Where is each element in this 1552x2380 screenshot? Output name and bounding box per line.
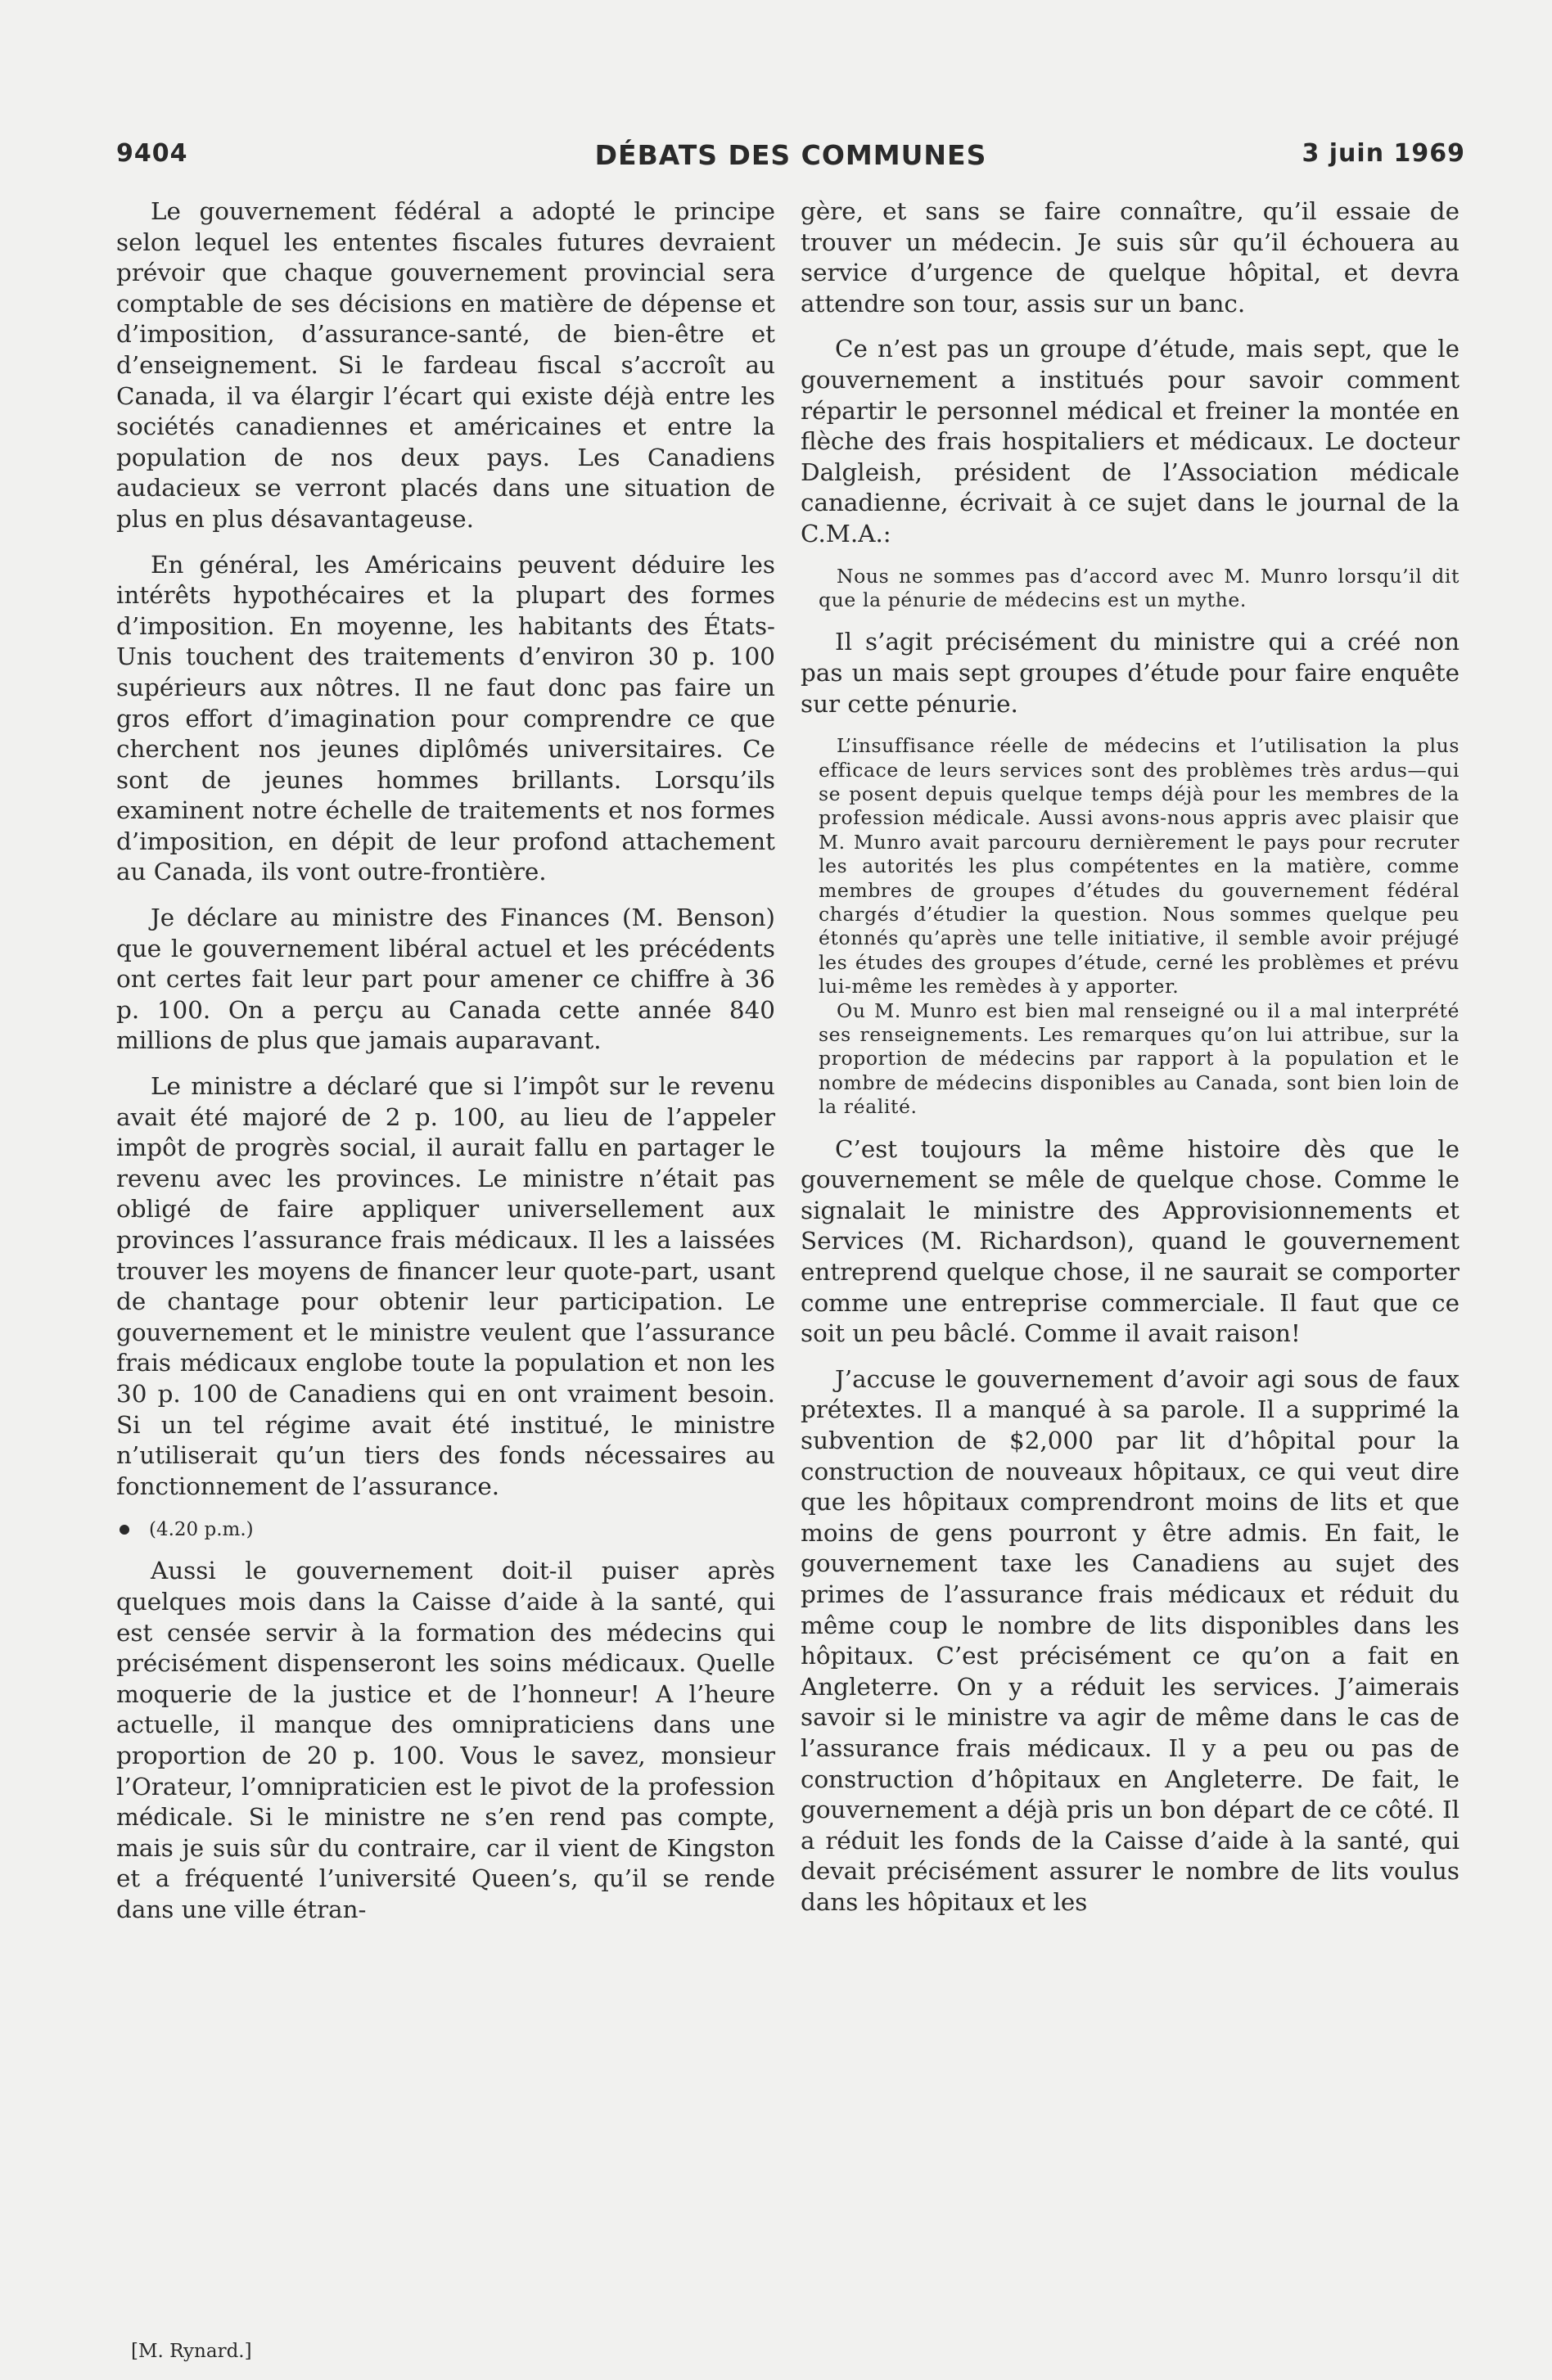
quotation-text: Nous ne sommes pas d’accord avec M. Munro lorsqu’il dit que la pénurie de médecins est un mythe. bbox=[819, 564, 1460, 611]
page-number: 9404 bbox=[116, 139, 188, 168]
sitting-date: 3 juin 1969 bbox=[1302, 139, 1465, 168]
paragraph: J’accuse le gouvernement d’avoir agi sous de faux prétextes. Il a manqué à sa parole. Il a supprimé la subvention de $2,000 par lit d’hôpital pour la construction de nouveaux hôpitaux, ce qui veut dire que les hôpitaux comprendront moins de lits et que moins de gens pourront y être admis. En fait, le gouvernement taxe les Canadiens au sujet des primes de l’assurance frais médicaux et réduit du même coup le nombre de lits disponibles dans les hôpitaux. C’est précisément ce qu’on a fait en Angleterre. On y a réduit les services. J’aimerais savoir si le ministre va agir de même dans le cas de l’assurance frais médicaux. Il y a peu ou pas de construction d’hôpitaux en Angleterre. De fait, le gouvernement a déjà pris un bon départ de ce côté. Il a réduit les fonds de la Caisse d’aide à la santé, qui devait précisément assurer le nombre de lits voulus dans les hôpitaux et les bbox=[801, 1364, 1460, 1916]
paragraph: Aussi le gouvernement doit-il puiser après quelques mois dans la Caisse d’aide à la santé, qui est censée servir à la formation des médecins qui précisément dispenseront les soins médicaux. Quelle moquerie de la justice et de l’honneur! A l’heure actuelle, il manque des omnipraticiens dans une proportion de 20 p. 100. Vous le savez, monsieur l’Orateur, l’omnipraticien est le pivot de la profession médicale. Si le ministre ne s’en rend pas compte, mais je suis sûr du contraire, car il vient de Kingston et a fréquenté l’université Queen’s, qu’il se rende dans une ville étran- bbox=[116, 1557, 775, 1923]
left-column bbox=[116, 196, 775, 1940]
speaker-attribution: [M. Rynard.] bbox=[131, 2341, 252, 2362]
quotation-text: L’insuffisance réelle de médecins et l’utilisation la plus efficace de leurs services sont des problèmes très ardus—qui se posent depuis quelque temps déjà pour les membres de la profession médicale. Aussi avons-nous appris avec plaisir que M. Munro avait parcouru dernièrement le pays pour recruter les autorités les plus compétentes en la matière, comme membres de groupes d’études du gouvernement fédéral chargés d’étudier la question. Nous sommes quelque peu étonnés qu’après une telle initiative, il semble avoir préjugé les études des groupes d’étude, cerné les problèmes et prévu lui-même les remèdes à y apporter. bbox=[819, 734, 1460, 998]
paragraph: En général, les Américains peuvent déduire les intérêts hypothécaires et la plupart des formes d’imposition. En moyenne, les habitants des États-Unis touchent des traitements d’environ 30 p. 100 supérieurs aux nôtres. Il ne faut donc pas faire un gros effort d’imagination pour comprendre ce que cherchent nos jeunes diplômés universitaires. Ce sont de jeunes hommes brillants. Lorsqu’ils examinent notre échelle de traitements et nos formes d’imposition, en dépit de leur profond attachement au Canada, ils vont outre-frontière. bbox=[116, 550, 775, 886]
timestamp bbox=[120, 1517, 775, 1543]
page-header bbox=[116, 131, 1465, 175]
paragraph: C’est toujours la même histoire dès que le gouvernement se mêle de quelque chose. Comme le signalait le ministre des Approvisionnements et Services (M. Richardson), quand le gouvernement entreprend quelque chose, il ne saurait se comporter comme une entreprise commerciale. Il faut que ce soit un peu bâclé. Comme il avait raison! bbox=[801, 1134, 1460, 1348]
paragraph: Le gouvernement fédéral a adopté le principe selon lequel les ententes fiscales futures devraient prévoir que chaque gouvernement provincial sera comptable de ses décisions en matière de dépense et d’imposition, d’assurance-santé, de bien-être et d’enseignement. Si le fardeau fiscal s’accroît au Canada, il va élargir l’écart qui existe déjà entre les sociétés canadiennes et américaines et entre la population de nos deux pays. Les Canadiens audacieux se verront placés dans une situation de plus en plus désavantageuse. bbox=[116, 197, 775, 533]
quotation-text: Ou M. Munro est bien mal renseigné ou il a mal interprété ses renseignements. Les remarques qu’on lui attribue, sur la proportion de médecins par rapport à la population et le nombre de médecins disponibles au Canada, sont bien loin de la réalité. bbox=[819, 998, 1460, 1119]
quotation bbox=[819, 734, 1460, 1120]
right-column bbox=[801, 196, 1460, 1932]
quotation bbox=[819, 565, 1460, 613]
paragraph-continued: gère, et sans se faire connaître, qu’il essaie de trouver un médecin. Je suis sûr qu’il échouera au service d’urgence de quelque hôpital, et devra attendre son tour, assis sur un banc. bbox=[801, 197, 1460, 318]
paragraph: Je déclare au ministre des Finances (M. Benson) que le gouvernement libéral actuel et les précédents ont certes fait leur part pour amener ce chiffre à 36 p. 100. On a perçu au Canada cette année 840 millions de plus que jamais auparavant. bbox=[116, 904, 775, 1055]
paragraph: Ce n’est pas un groupe d’étude, mais sept, que le gouvernement a institués pour savoir comment répartir le personnel médical et freiner la montée en flèche des frais hospitaliers et médicaux. Le docteur Dalgleish, président de l’Association médicale canadienne, écrivait à ce sujet dans le journal de la C.M.A.: bbox=[801, 335, 1460, 548]
bullet-icon bbox=[120, 1525, 129, 1535]
publication-title: DÉBATS DES COMMUNES bbox=[594, 139, 987, 171]
paragraph: Il s’agit précisément du ministre qui a créé non pas un mais sept groupes d’étude pour faire enquête sur cette pénurie. bbox=[801, 628, 1460, 718]
timestamp-text: (4.20 p.m.) bbox=[149, 1519, 254, 1541]
paragraph: Le ministre a déclaré que si l’impôt sur le revenu avait été majoré de 2 p. 100, au lieu de l’appeler impôt de progrès social, il aurait fallu en partager le revenu avec les provinces. Le ministre n’était pas obligé de faire appliquer universellement aux provinces l’assurance frais médicaux. Il les a laissées trouver les moyens de financer leur quote-part, usant de chantage pour obtenir leur participation. Le gouvernement et le ministre veulent que l’assurance frais médicaux englobe toute la population et non les 30 p. 100 de Canadiens qui en ont vraiment besoin. Si un tel régime avait été institué, le ministre n’utiliserait qu’un tiers des fonds nécessaires au fonctionnement de l’assurance. bbox=[116, 1072, 775, 1500]
